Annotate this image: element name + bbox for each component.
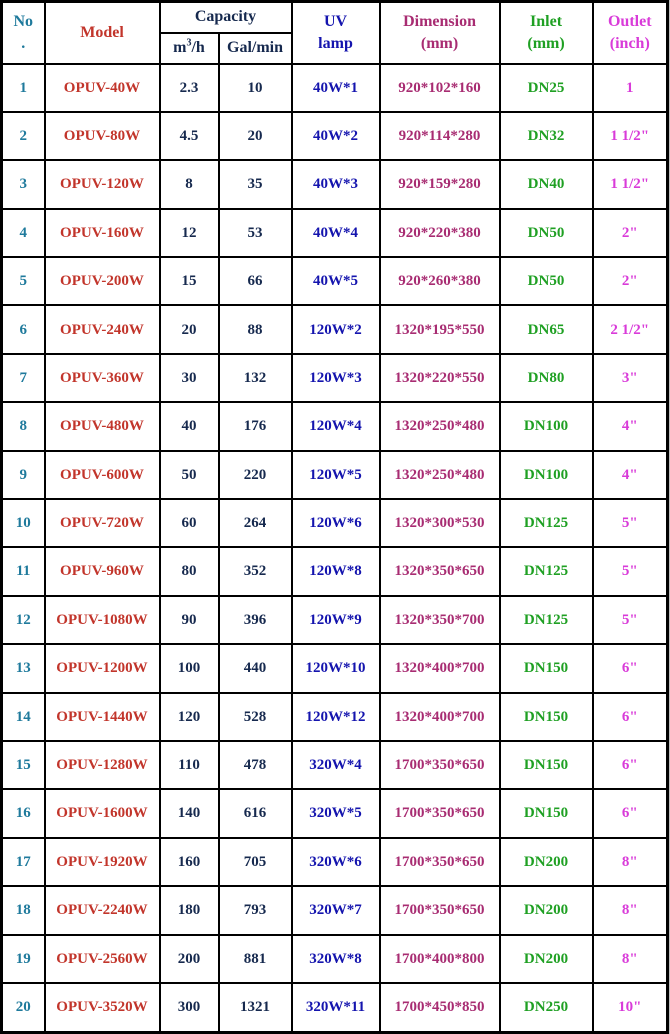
cell-capacity-m3h: 50 xyxy=(160,451,219,499)
cell-capacity-m3h: 40 xyxy=(160,402,219,450)
cell-capacity-m3h: 200 xyxy=(160,935,219,983)
cell-uv-lamp: 120W*5 xyxy=(292,451,380,499)
cell-outlet: 8" xyxy=(593,886,668,934)
header-uv-line1: UV xyxy=(323,13,348,31)
cell-dimension: 1320*300*530 xyxy=(380,499,500,547)
cell-capacity-gal-min: 705 xyxy=(219,838,292,886)
cell-uv-lamp: 120W*9 xyxy=(292,596,380,644)
cell-inlet: DN25 xyxy=(500,64,593,112)
cell-no: 16 xyxy=(2,789,45,837)
cell-inlet: DN50 xyxy=(500,209,593,257)
header-inlet xyxy=(500,2,593,64)
cell-no: 4 xyxy=(2,209,45,257)
cell-inlet: DN250 xyxy=(500,983,593,1033)
cell-capacity-gal-min: 440 xyxy=(219,644,292,692)
cell-inlet: DN32 xyxy=(500,112,593,160)
table-row xyxy=(2,257,668,305)
cell-uv-lamp: 120W*6 xyxy=(292,499,380,547)
cell-no: 15 xyxy=(2,741,45,789)
cell-capacity-gal-min: 881 xyxy=(219,935,292,983)
m3h-superscript: 3 xyxy=(186,37,192,49)
table-row xyxy=(2,741,668,789)
cell-inlet: DN80 xyxy=(500,354,593,402)
header-uv-lamp xyxy=(292,2,380,64)
table-row xyxy=(2,112,668,160)
cell-capacity-gal-min: 1321 xyxy=(219,983,292,1033)
table-row xyxy=(2,886,668,934)
header-gal-min: Gal/min xyxy=(219,33,292,64)
cell-uv-lamp: 40W*3 xyxy=(292,160,380,208)
header-uv-line2: lamp xyxy=(318,34,353,52)
header-no xyxy=(2,2,45,64)
cell-inlet: DN50 xyxy=(500,257,593,305)
cell-capacity-m3h: 160 xyxy=(160,838,219,886)
cell-capacity-m3h: 180 xyxy=(160,886,219,934)
cell-outlet: 1 xyxy=(593,64,668,112)
cell-capacity-m3h: 100 xyxy=(160,644,219,692)
cell-outlet: 6" xyxy=(593,644,668,692)
cell-outlet: 6" xyxy=(593,693,668,741)
cell-outlet: 1 1/2" xyxy=(593,112,668,160)
cell-dimension: 1700*350*650 xyxy=(380,741,500,789)
cell-uv-lamp: 120W*4 xyxy=(292,402,380,450)
header-capacity: Capacity xyxy=(160,2,292,33)
cell-dimension: 1320*400*700 xyxy=(380,693,500,741)
cell-inlet: DN40 xyxy=(500,160,593,208)
cell-outlet: 2" xyxy=(593,209,668,257)
header-dimension-line2: (mm) xyxy=(420,34,459,52)
cell-capacity-m3h: 12 xyxy=(160,209,219,257)
cell-model: OPUV-1280W xyxy=(45,741,160,789)
header-outlet-line2: (inch) xyxy=(609,34,650,52)
header-no-line2: . xyxy=(21,34,26,52)
cell-uv-lamp: 320W*6 xyxy=(292,838,380,886)
table-row xyxy=(2,983,668,1033)
cell-inlet: DN200 xyxy=(500,886,593,934)
cell-capacity-m3h: 30 xyxy=(160,354,219,402)
table-row xyxy=(2,596,668,644)
cell-uv-lamp: 120W*10 xyxy=(292,644,380,692)
cell-capacity-gal-min: 132 xyxy=(219,354,292,402)
header-inlet-line2: (mm) xyxy=(527,34,565,52)
cell-uv-lamp: 320W*7 xyxy=(292,886,380,934)
cell-capacity-m3h: 60 xyxy=(160,499,219,547)
cell-capacity-m3h: 8 xyxy=(160,160,219,208)
cell-capacity-gal-min: 352 xyxy=(219,547,292,595)
cell-capacity-gal-min: 396 xyxy=(219,596,292,644)
header-no-line1: No xyxy=(13,13,34,31)
cell-capacity-gal-min: 88 xyxy=(219,305,292,353)
cell-dimension: 920*159*280 xyxy=(380,160,500,208)
m3h-base: m xyxy=(173,39,187,57)
cell-dimension: 1320*350*650 xyxy=(380,547,500,595)
cell-dimension: 1700*350*650 xyxy=(380,789,500,837)
cell-outlet: 6" xyxy=(593,741,668,789)
cell-no: 14 xyxy=(2,693,45,741)
cell-no: 10 xyxy=(2,499,45,547)
cell-uv-lamp: 120W*8 xyxy=(292,547,380,595)
cell-capacity-m3h: 110 xyxy=(160,741,219,789)
cell-dimension: 1700*350*650 xyxy=(380,838,500,886)
cell-no: 11 xyxy=(2,547,45,595)
header-outlet xyxy=(593,2,668,64)
cell-outlet: 5" xyxy=(593,596,668,644)
cell-model: OPUV-240W xyxy=(45,305,160,353)
cell-capacity-m3h: 300 xyxy=(160,983,219,1033)
cell-capacity-gal-min: 176 xyxy=(219,402,292,450)
cell-no: 19 xyxy=(2,935,45,983)
cell-no: 8 xyxy=(2,402,45,450)
cell-no: 6 xyxy=(2,305,45,353)
cell-inlet: DN125 xyxy=(500,499,593,547)
cell-inlet: DN100 xyxy=(500,402,593,450)
cell-capacity-m3h: 4.5 xyxy=(160,112,219,160)
cell-uv-lamp: 320W*4 xyxy=(292,741,380,789)
cell-no: 5 xyxy=(2,257,45,305)
cell-uv-lamp: 40W*1 xyxy=(292,64,380,112)
cell-uv-lamp: 320W*11 xyxy=(292,983,380,1033)
cell-dimension: 920*102*160 xyxy=(380,64,500,112)
cell-capacity-m3h: 2.3 xyxy=(160,64,219,112)
cell-outlet: 2" xyxy=(593,257,668,305)
cell-capacity-gal-min: 220 xyxy=(219,451,292,499)
cell-dimension: 1320*400*700 xyxy=(380,644,500,692)
cell-model: OPUV-1440W xyxy=(45,693,160,741)
cell-model: OPUV-1200W xyxy=(45,644,160,692)
cell-model: OPUV-960W xyxy=(45,547,160,595)
cell-outlet: 2 1/2" xyxy=(593,305,668,353)
cell-outlet: 8" xyxy=(593,935,668,983)
cell-dimension: 1700*400*800 xyxy=(380,935,500,983)
cell-no: 18 xyxy=(2,886,45,934)
cell-model: OPUV-80W xyxy=(45,112,160,160)
cell-inlet: DN150 xyxy=(500,741,593,789)
cell-outlet: 4" xyxy=(593,451,668,499)
cell-model: OPUV-1600W xyxy=(45,789,160,837)
cell-capacity-gal-min: 10 xyxy=(219,64,292,112)
cell-no: 9 xyxy=(2,451,45,499)
cell-inlet: DN125 xyxy=(500,596,593,644)
cell-dimension: 1320*250*480 xyxy=(380,451,500,499)
cell-no: 2 xyxy=(2,112,45,160)
cell-inlet: DN100 xyxy=(500,451,593,499)
header-inlet-line1: Inlet xyxy=(530,13,563,31)
cell-dimension: 1320*250*480 xyxy=(380,402,500,450)
cell-capacity-m3h: 80 xyxy=(160,547,219,595)
cell-model: OPUV-720W xyxy=(45,499,160,547)
table-row xyxy=(2,354,668,402)
cell-model: OPUV-360W xyxy=(45,354,160,402)
cell-model: OPUV-1920W xyxy=(45,838,160,886)
cell-model: OPUV-480W xyxy=(45,402,160,450)
table-row xyxy=(2,935,668,983)
cell-outlet: 4" xyxy=(593,402,668,450)
cell-no: 20 xyxy=(2,983,45,1033)
cell-model: OPUV-3520W xyxy=(45,983,160,1033)
cell-model: OPUV-600W xyxy=(45,451,160,499)
cell-capacity-m3h: 140 xyxy=(160,789,219,837)
cell-inlet: DN125 xyxy=(500,547,593,595)
table-row xyxy=(2,789,668,837)
cell-inlet: DN65 xyxy=(500,305,593,353)
cell-model: OPUV-160W xyxy=(45,209,160,257)
cell-inlet: DN150 xyxy=(500,693,593,741)
table-row xyxy=(2,305,668,353)
cell-uv-lamp: 120W*2 xyxy=(292,305,380,353)
table-row xyxy=(2,160,668,208)
table-row xyxy=(2,644,668,692)
cell-no: 17 xyxy=(2,838,45,886)
table-body xyxy=(2,64,668,1033)
cell-inlet: DN150 xyxy=(500,644,593,692)
cell-capacity-gal-min: 20 xyxy=(219,112,292,160)
cell-dimension: 1320*350*700 xyxy=(380,596,500,644)
cell-uv-lamp: 320W*5 xyxy=(292,789,380,837)
m3h-rest: /h xyxy=(191,39,205,57)
cell-dimension: 1700*450*850 xyxy=(380,983,500,1033)
table-row xyxy=(2,64,668,112)
cell-dimension: 1320*195*550 xyxy=(380,305,500,353)
cell-outlet: 5" xyxy=(593,499,668,547)
cell-no: 7 xyxy=(2,354,45,402)
cell-uv-lamp: 40W*2 xyxy=(292,112,380,160)
header-outlet-line1: Outlet xyxy=(607,13,652,31)
header-model: Model xyxy=(45,2,160,64)
cell-capacity-gal-min: 616 xyxy=(219,789,292,837)
cell-capacity-m3h: 90 xyxy=(160,596,219,644)
table-row xyxy=(2,402,668,450)
cell-outlet: 5" xyxy=(593,547,668,595)
cell-outlet: 10" xyxy=(593,983,668,1033)
cell-capacity-gal-min: 478 xyxy=(219,741,292,789)
cell-dimension: 920*260*380 xyxy=(380,257,500,305)
cell-capacity-gal-min: 528 xyxy=(219,693,292,741)
cell-capacity-gal-min: 53 xyxy=(219,209,292,257)
cell-uv-lamp: 120W*3 xyxy=(292,354,380,402)
cell-dimension: 1320*220*550 xyxy=(380,354,500,402)
cell-capacity-m3h: 20 xyxy=(160,305,219,353)
cell-outlet: 6" xyxy=(593,789,668,837)
cell-dimension: 920*220*380 xyxy=(380,209,500,257)
cell-capacity-m3h: 120 xyxy=(160,693,219,741)
cell-model: OPUV-1080W xyxy=(45,596,160,644)
cell-dimension: 1700*350*650 xyxy=(380,886,500,934)
cell-capacity-m3h: 15 xyxy=(160,257,219,305)
table-row xyxy=(2,547,668,595)
cell-uv-lamp: 40W*5 xyxy=(292,257,380,305)
cell-model: OPUV-40W xyxy=(45,64,160,112)
cell-model: OPUV-2240W xyxy=(45,886,160,934)
cell-outlet: 3" xyxy=(593,354,668,402)
table-row xyxy=(2,451,668,499)
cell-outlet: 1 1/2" xyxy=(593,160,668,208)
cell-inlet: DN200 xyxy=(500,838,593,886)
cell-inlet: DN150 xyxy=(500,789,593,837)
table-row xyxy=(2,209,668,257)
cell-capacity-gal-min: 793 xyxy=(219,886,292,934)
table-row xyxy=(2,693,668,741)
cell-inlet: DN200 xyxy=(500,935,593,983)
cell-no: 13 xyxy=(2,644,45,692)
header-dimension-line1: Dimension xyxy=(403,13,476,31)
table-header xyxy=(2,2,668,64)
table-row xyxy=(2,499,668,547)
cell-outlet: 8" xyxy=(593,838,668,886)
cell-model: OPUV-200W xyxy=(45,257,160,305)
cell-no: 1 xyxy=(2,64,45,112)
cell-model: OPUV-2560W xyxy=(45,935,160,983)
cell-no: 3 xyxy=(2,160,45,208)
header-dimension xyxy=(380,2,500,64)
header-m3h xyxy=(160,33,219,64)
cell-uv-lamp: 320W*8 xyxy=(292,935,380,983)
cell-uv-lamp: 120W*12 xyxy=(292,693,380,741)
cell-uv-lamp: 40W*4 xyxy=(292,209,380,257)
cell-capacity-gal-min: 66 xyxy=(219,257,292,305)
table-row xyxy=(2,838,668,886)
cell-capacity-gal-min: 35 xyxy=(219,160,292,208)
cell-model: OPUV-120W xyxy=(45,160,160,208)
cell-no: 12 xyxy=(2,596,45,644)
cell-dimension: 920*114*280 xyxy=(380,112,500,160)
cell-capacity-gal-min: 264 xyxy=(219,499,292,547)
